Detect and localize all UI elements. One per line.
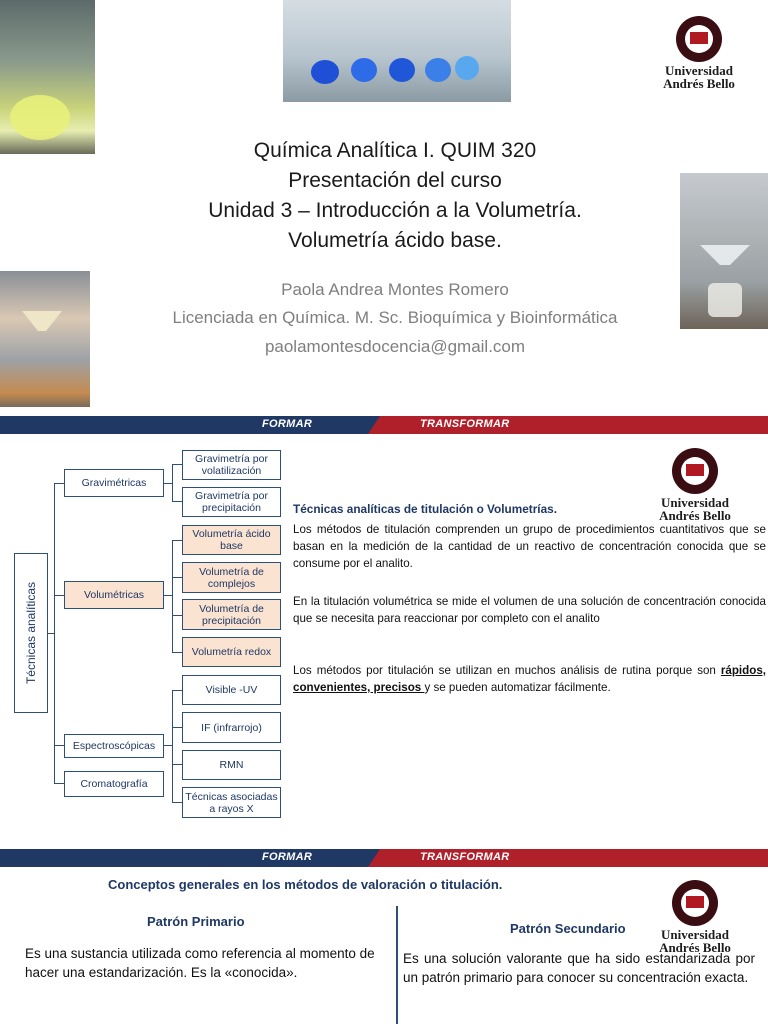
patron-secundario-text: Es una solución valorante que ha sido estandarizada por un patrón primario para conocer su concentración exacta. [403, 951, 755, 985]
author-degree: Licenciada en Química. M. Sc. Bioquímica y Bioinformática [172, 308, 618, 327]
university-seal-icon [672, 448, 718, 494]
leaf-esp-rmn: RMN [182, 750, 281, 780]
university-logo: Universidad Andrés Bello [644, 16, 754, 90]
patron-secundario-title: Patrón Secundario [510, 921, 626, 936]
category-volumetricas: Volumétricas [64, 581, 164, 609]
slide2-paragraph-1: Los métodos de titulación comprenden un grupo de procedimientos cuantitativos que se basan en la medición de la cantidad de un reactivo de concentración conocida que se consume por el analito. [293, 523, 766, 570]
university-logo-3: Universidad Andrés Bello [640, 880, 750, 954]
leaf-grav-precipitacion: Gravimetría por precipitación [182, 487, 281, 517]
university-seal-icon [672, 880, 718, 926]
patron-primario-title: Patrón Primario [147, 914, 245, 929]
lab-photo-funnel-right [680, 173, 768, 329]
slide1-title: Química Analítica I. QUIM 320 Presentación del curso Unidad 3 – Introducción a la Volumetría. Volumetría ácido base. [208, 139, 582, 252]
lab-photo-flask [0, 0, 95, 154]
leaf-vol-acido-base: Volumetría ácido base [182, 525, 281, 555]
university-seal-icon [676, 16, 722, 62]
leaf-esp-ir: IF (infrarrojo) [182, 712, 281, 743]
category-espectroscopicas: Espectroscópicas [64, 734, 164, 758]
leaf-esp-rayos-x: Técnicas asociadas a rayos X [182, 787, 281, 818]
author-name: Paola Andrea Montes Romero [281, 280, 509, 299]
author-email[interactable]: paolamontesdocencia@gmail.com [264, 337, 526, 356]
leaf-esp-uv: Visible -UV [182, 675, 281, 705]
university-logo-2: Universidad Andrés Bello [640, 448, 750, 522]
category-gravimetricas: Gravimétricas [64, 469, 164, 497]
slide2-heading: Técnicas analíticas de titulación o Volumetrías. [293, 502, 557, 516]
column-divider [396, 906, 398, 1024]
formar-transformar-band-2: FORMAR TRANSFORMAR [0, 849, 768, 867]
lab-photo-volumetric-flasks [283, 0, 511, 102]
formar-transformar-band: FORMAR TRANSFORMAR [0, 416, 768, 434]
leaf-vol-precipitacion: Volumetría de precipitación [182, 599, 281, 630]
leaf-vol-redox: Volumetría redox [182, 637, 281, 667]
slide3-heading: Conceptos generales en los métodos de valoración o titulación. [108, 877, 503, 892]
root-box: Técnicas analíticas [14, 553, 48, 713]
leaf-grav-volatilizacion: Gravimetría por volatilización [182, 450, 281, 480]
slide2-paragraph-3: Los métodos por titulación se utilizan en muchos análisis de rutina porque son rápidos, convenientes, precisos y se pueden automatizar fácilmente. [293, 664, 766, 694]
patron-primario-text: Es una sustancia utilizada como referencia al momento de hacer una estandarización. Es la «conocida». [25, 946, 375, 980]
category-cromatografia: Cromatografía [64, 771, 164, 797]
leaf-vol-complejos: Volumetría de complejos [182, 562, 281, 593]
lab-photo-funnel-left [0, 271, 90, 407]
slide2-paragraph-2: En la titulación volumétrica se mide el volumen de una solución de concentración conocida que se necesita para reaccionar por completo con el analito [293, 595, 766, 625]
